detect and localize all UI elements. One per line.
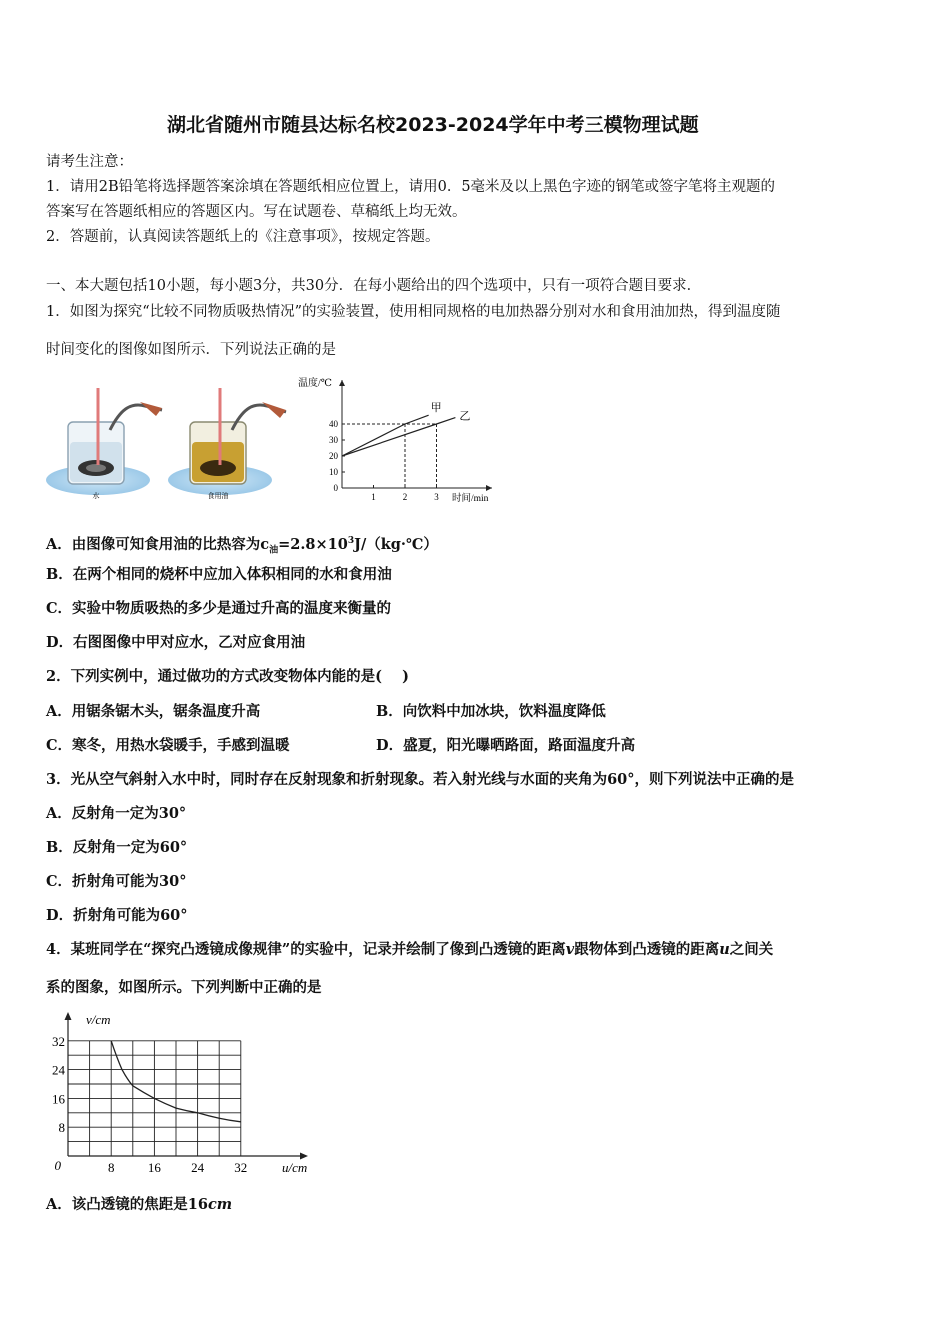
q1-beakers-figure bbox=[40, 380, 310, 510]
y-tick-label: 10 bbox=[329, 467, 338, 477]
x-tick-label: 16 bbox=[147, 1160, 161, 1175]
beaker-water-label: 水 bbox=[92, 492, 100, 500]
q1-option-c[interactable]: C．实验中物质吸热的多少是通过升高的温度来衡量的 bbox=[46, 600, 392, 617]
series-label: 乙 bbox=[459, 410, 471, 423]
q4-stem bbox=[46, 940, 773, 960]
x-tick-label: 32 bbox=[234, 1160, 248, 1175]
q1-option-a-value: =2.8×10 bbox=[278, 535, 348, 553]
beaker-oil-label: 食用油 bbox=[207, 492, 229, 500]
q4-stem-cont: 系的图象，如图所示。下列判断中正确的是 bbox=[46, 979, 322, 996]
q3-option-d[interactable]: D．折射角可能为60° bbox=[46, 907, 188, 924]
x-axis-label: 时间/min bbox=[452, 494, 489, 504]
q1-option-a-sup: 3 bbox=[347, 536, 355, 546]
notice-line-1: 1．请用2B铅笔将选择题答案涂填在答题纸相应位置上，请用0．5毫米及以上黑色字迹的钢笔或签字笔将主观题的 bbox=[46, 179, 776, 195]
x-axis-arrow bbox=[300, 1153, 308, 1160]
q3-option-a[interactable]: A．反射角一定为30° bbox=[46, 805, 187, 822]
q4-stem-part2: 跟物体到凸透镜的距离 bbox=[574, 941, 720, 958]
q2-option-c[interactable]: C．寒冬，用热水袋暖手，手感到温暖 bbox=[46, 737, 290, 754]
q4-option-a-text: A．该凸透镜的焦距是16 bbox=[46, 1196, 208, 1213]
q2-option-a[interactable]: A．用锯条锯木头，锯条温度升高 bbox=[46, 703, 261, 720]
x-axis-arrow bbox=[486, 485, 492, 491]
x-axis-label: u/cm bbox=[282, 1160, 308, 1175]
q4-option-a[interactable] bbox=[46, 1195, 232, 1215]
q3-stem: 3．光从空气斜射入水中时，同时存在反射现象和折射现象。若入射光线与水面的夹角为60°，则下列说法中正确的是 bbox=[46, 771, 795, 788]
q4-stem-part3: 之间关 bbox=[729, 941, 774, 958]
q4-stem-u: u bbox=[719, 941, 730, 958]
series-line-jia bbox=[342, 415, 429, 456]
y-axis-label: v/cm bbox=[86, 1012, 111, 1027]
q1-option-b[interactable]: B．在两个相同的烧杯中应加入体积相同的水和食用油 bbox=[46, 566, 392, 583]
x-tick-label: 1 bbox=[371, 492, 376, 502]
q2-option-b[interactable]: B．向饮料中加冰块，饮料温度降低 bbox=[376, 703, 606, 720]
x-tick-label: 2 bbox=[402, 492, 408, 502]
page-title: 湖北省随州市随县达标名校2023-2024学年中考三模物理试题 bbox=[167, 114, 699, 136]
q4-stem-part1: 4．某班同学在“探究凸透镜成像规律”的实验中，记录并绘制了像到凸透镜的距离 bbox=[46, 941, 566, 958]
q4-lens-chart bbox=[40, 1008, 330, 1183]
notice-line-2: 2．答题前，认真阅读答题纸上的《注意事项》，按规定答题。 bbox=[46, 229, 440, 245]
y-tick-label: 0 bbox=[333, 483, 338, 493]
notice-line-1-cont: 答案写在答题纸相应的答题区内。写在试题卷、草稿纸上均无效。 bbox=[46, 204, 467, 220]
section-heading: 一、本大题包括10小题，每小题3分，共30分．在每小题给出的四个选项中，只有一项符合题目要求． bbox=[46, 278, 702, 294]
q1-stem: 1．如图为探究“比较不同物质吸热情况”的实验装置，使用相同规格的电加热器分别对水和食用油加热，得到温度随 bbox=[46, 304, 781, 320]
series-label: 甲 bbox=[430, 402, 442, 415]
q2-stem: 2．下列实例中，通过做功的方式改变物体内能的是( ) bbox=[46, 668, 410, 685]
series-line-yi bbox=[342, 418, 455, 456]
q4-option-a-unit: cm bbox=[207, 1196, 233, 1213]
y-axis-label: 温度/℃ bbox=[298, 378, 332, 389]
y-axis-arrow bbox=[339, 380, 345, 386]
q1-option-d[interactable]: D．右图图像中甲对应水，乙对应食用油 bbox=[46, 634, 306, 651]
q1-option-a-unit: J/（kg·℃） bbox=[354, 535, 438, 553]
q1-option-a-sub: 油 bbox=[269, 545, 279, 556]
oil-beaker bbox=[168, 388, 286, 500]
q1-stem-cont: 时间变化的图像如图所示．下列说法正确的是 bbox=[46, 342, 336, 358]
q3-option-c[interactable]: C．折射角可能为30° bbox=[46, 873, 187, 890]
q3-option-b[interactable]: B．反射角一定为60° bbox=[46, 839, 188, 856]
q1-temperature-chart bbox=[296, 368, 501, 508]
q2-option-d[interactable]: D．盛夏，阳光曝晒路面，路面温度升高 bbox=[376, 737, 636, 754]
q1-option-a[interactable] bbox=[46, 531, 438, 561]
water-beaker bbox=[46, 388, 162, 500]
x-tick-label: 24 bbox=[191, 1160, 205, 1175]
y-tick-label: 40 bbox=[329, 419, 338, 429]
y-tick-label: 24 bbox=[52, 1062, 65, 1078]
q4-stem-v: v bbox=[565, 941, 575, 958]
y-tick-label: 30 bbox=[329, 435, 338, 445]
y-tick-label: 8 bbox=[58, 1120, 65, 1136]
y-tick-label: 16 bbox=[52, 1091, 65, 1107]
origin-label: 0 bbox=[54, 1158, 61, 1173]
y-tick-label: 20 bbox=[329, 451, 338, 461]
x-tick-label: 8 bbox=[107, 1160, 115, 1175]
x-tick-label: 3 bbox=[434, 492, 439, 502]
notice-header: 请考生注意： bbox=[46, 154, 133, 170]
y-tick-label: 32 bbox=[52, 1033, 65, 1049]
q1-option-a-text: A．由图像可知食用油的比热容为c bbox=[46, 535, 270, 553]
y-axis-arrow bbox=[65, 1012, 72, 1020]
